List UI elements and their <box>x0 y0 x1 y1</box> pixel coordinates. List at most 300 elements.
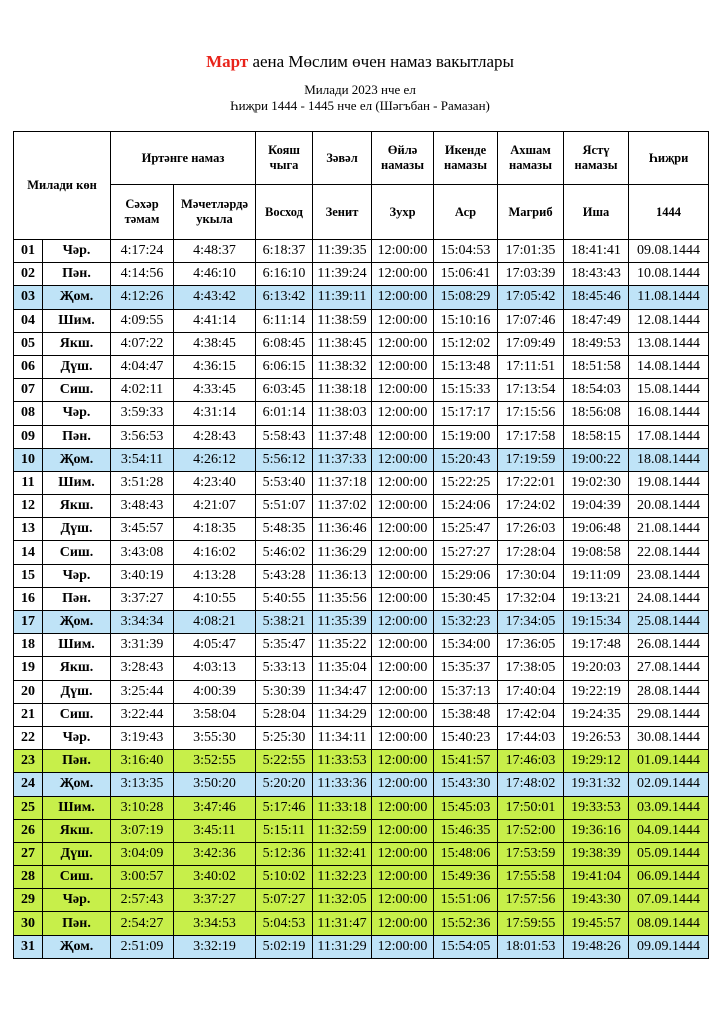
table-row <box>14 355 709 378</box>
mosque-time: 3:45:11 <box>174 819 256 842</box>
magrib-time: 17:13:54 <box>498 379 564 402</box>
sahar-time: 3:54:11 <box>111 448 174 471</box>
sunrise-time: 5:15:11 <box>256 819 313 842</box>
sunrise-time: 5:17:46 <box>256 796 313 819</box>
hijri-date: 15.08.1444 <box>629 379 709 402</box>
asr-time: 15:52:36 <box>434 912 498 935</box>
isha-time: 19:41:04 <box>564 866 629 889</box>
sahar-time: 4:14:56 <box>111 263 174 286</box>
asr-time: 15:32:23 <box>434 611 498 634</box>
table-row <box>14 889 709 912</box>
day-number: 31 <box>14 935 43 958</box>
mosque-time: 3:42:36 <box>174 842 256 865</box>
table-row <box>14 240 709 263</box>
magrib-time: 17:24:02 <box>498 495 564 518</box>
weekday: Сиш. <box>43 379 111 402</box>
mosque-time: 4:10:55 <box>174 587 256 610</box>
table-row <box>14 541 709 564</box>
col-ikende: Икенде намазы <box>434 132 498 185</box>
magrib-time: 17:59:55 <box>498 912 564 935</box>
weekday: Шим. <box>43 309 111 332</box>
weekday: Җом. <box>43 935 111 958</box>
hijri-date: 21.08.1444 <box>629 518 709 541</box>
asr-time: 15:30:45 <box>434 587 498 610</box>
isha-time: 19:02:30 <box>564 471 629 494</box>
day-number: 19 <box>14 657 43 680</box>
magrib-time: 17:32:04 <box>498 587 564 610</box>
sahar-time: 3:13:35 <box>111 773 174 796</box>
col-morning-prayer: Иртәнге намаз <box>111 132 256 185</box>
sunrise-time: 5:22:55 <box>256 750 313 773</box>
zenith-time: 11:34:29 <box>313 703 372 726</box>
hijri-date: 17.08.1444 <box>629 425 709 448</box>
table-row <box>14 425 709 448</box>
hijri-date: 08.09.1444 <box>629 912 709 935</box>
magrib-time: 17:01:35 <box>498 240 564 263</box>
zuhr-time: 12:00:00 <box>372 471 434 494</box>
hijri-date: 18.08.1444 <box>629 448 709 471</box>
zuhr-time: 12:00:00 <box>372 495 434 518</box>
zenith-time: 11:33:53 <box>313 750 372 773</box>
col-hijri: Һиҗри <box>629 132 709 185</box>
sunrise-time: 5:40:55 <box>256 587 313 610</box>
sahar-time: 3:22:44 <box>111 703 174 726</box>
isha-time: 19:06:48 <box>564 518 629 541</box>
day-number: 12 <box>14 495 43 518</box>
zenith-time: 11:36:13 <box>313 564 372 587</box>
asr-time: 15:34:00 <box>434 634 498 657</box>
weekday: Дүш. <box>43 680 111 703</box>
table-row <box>14 379 709 402</box>
col-isha: Иша <box>564 185 629 240</box>
table-row <box>14 726 709 749</box>
zuhr-time: 12:00:00 <box>372 889 434 912</box>
zenith-time: 11:38:59 <box>313 309 372 332</box>
isha-time: 18:41:41 <box>564 240 629 263</box>
mosque-time: 4:00:39 <box>174 680 256 703</box>
hijri-date: 03.09.1444 <box>629 796 709 819</box>
asr-time: 15:46:35 <box>434 819 498 842</box>
mosque-time: 4:43:42 <box>174 286 256 309</box>
asr-time: 15:48:06 <box>434 842 498 865</box>
hijri-date: 07.09.1444 <box>629 889 709 912</box>
sahar-time: 3:56:53 <box>111 425 174 448</box>
isha-time: 18:54:03 <box>564 379 629 402</box>
weekday: Чәр. <box>43 240 111 263</box>
day-number: 05 <box>14 332 43 355</box>
zenith-time: 11:39:35 <box>313 240 372 263</box>
prayer-times-table <box>13 131 709 959</box>
col-oyle: Өйлә намазы <box>372 132 434 185</box>
month-name: Март <box>206 52 249 71</box>
magrib-time: 17:40:04 <box>498 680 564 703</box>
table-row <box>14 796 709 819</box>
asr-time: 15:24:06 <box>434 495 498 518</box>
zenith-time: 11:36:46 <box>313 518 372 541</box>
sahar-time: 3:51:28 <box>111 471 174 494</box>
magrib-time: 17:42:04 <box>498 703 564 726</box>
col-mosque: Мәчетләрдә укыла <box>174 185 256 240</box>
zenith-time: 11:38:03 <box>313 402 372 425</box>
mosque-time: 3:58:04 <box>174 703 256 726</box>
table-row <box>14 866 709 889</box>
mosque-time: 4:48:37 <box>174 240 256 263</box>
zuhr-time: 12:00:00 <box>372 448 434 471</box>
table-row <box>14 309 709 332</box>
zenith-time: 11:32:59 <box>313 819 372 842</box>
mosque-time: 4:08:21 <box>174 611 256 634</box>
weekday: Дүш. <box>43 842 111 865</box>
zuhr-time: 12:00:00 <box>372 935 434 958</box>
col-sunrise: Кояш чыга <box>256 132 313 185</box>
day-number: 03 <box>14 286 43 309</box>
hijri-date: 29.08.1444 <box>629 703 709 726</box>
day-number: 13 <box>14 518 43 541</box>
asr-time: 15:19:00 <box>434 425 498 448</box>
isha-time: 19:22:19 <box>564 680 629 703</box>
zenith-time: 11:37:33 <box>313 448 372 471</box>
zenith-time: 11:33:36 <box>313 773 372 796</box>
weekday: Дүш. <box>43 355 111 378</box>
weekday: Пән. <box>43 912 111 935</box>
isha-time: 19:17:48 <box>564 634 629 657</box>
mosque-time: 4:13:28 <box>174 564 256 587</box>
asr-time: 15:17:17 <box>434 402 498 425</box>
mosque-time: 4:03:13 <box>174 657 256 680</box>
sunrise-time: 5:28:04 <box>256 703 313 726</box>
asr-time: 15:51:06 <box>434 889 498 912</box>
magrib-time: 17:44:03 <box>498 726 564 749</box>
weekday: Шим. <box>43 634 111 657</box>
zenith-time: 11:39:24 <box>313 263 372 286</box>
sahar-time: 2:54:27 <box>111 912 174 935</box>
zenith-time: 11:39:11 <box>313 286 372 309</box>
hijri-date: 16.08.1444 <box>629 402 709 425</box>
asr-time: 15:04:53 <box>434 240 498 263</box>
hijri-date: 30.08.1444 <box>629 726 709 749</box>
magrib-time: 17:36:05 <box>498 634 564 657</box>
day-number: 21 <box>14 703 43 726</box>
sunrise-time: 5:53:40 <box>256 471 313 494</box>
day-number: 20 <box>14 680 43 703</box>
asr-time: 15:43:30 <box>434 773 498 796</box>
asr-time: 15:37:13 <box>434 680 498 703</box>
table-row <box>14 471 709 494</box>
sahar-time: 3:34:34 <box>111 611 174 634</box>
isha-time: 19:11:09 <box>564 564 629 587</box>
sunrise-time: 6:06:15 <box>256 355 313 378</box>
sunrise-time: 5:20:20 <box>256 773 313 796</box>
sahar-time: 4:12:26 <box>111 286 174 309</box>
isha-time: 18:51:58 <box>564 355 629 378</box>
day-number: 08 <box>14 402 43 425</box>
zenith-time: 11:38:32 <box>313 355 372 378</box>
weekday: Чәр. <box>43 402 111 425</box>
table-row <box>14 750 709 773</box>
day-number: 11 <box>14 471 43 494</box>
asr-time: 15:12:02 <box>434 332 498 355</box>
sunrise-time: 5:33:13 <box>256 657 313 680</box>
sunrise-time: 6:16:10 <box>256 263 313 286</box>
asr-time: 15:25:47 <box>434 518 498 541</box>
weekday: Сиш. <box>43 541 111 564</box>
table-row <box>14 935 709 958</box>
day-number: 27 <box>14 842 43 865</box>
sahar-time: 3:37:27 <box>111 587 174 610</box>
table-row <box>14 263 709 286</box>
asr-time: 15:06:41 <box>434 263 498 286</box>
weekday: Пән. <box>43 587 111 610</box>
hijri-year-line: Һиҗри 1444 - 1445 нче ел (Шәгъбан - Рамазан) <box>230 98 490 113</box>
weekday: Якш. <box>43 332 111 355</box>
col-zenit: Зенит <box>313 185 372 240</box>
col-voshod: Восход <box>256 185 313 240</box>
isha-time: 19:29:12 <box>564 750 629 773</box>
day-number: 15 <box>14 564 43 587</box>
isha-time: 19:04:39 <box>564 495 629 518</box>
col-hijri-year: 1444 <box>629 185 709 240</box>
zuhr-time: 12:00:00 <box>372 773 434 796</box>
hijri-date: 22.08.1444 <box>629 541 709 564</box>
zuhr-time: 12:00:00 <box>372 819 434 842</box>
zuhr-time: 12:00:00 <box>372 425 434 448</box>
sahar-time: 3:10:28 <box>111 796 174 819</box>
weekday: Якш. <box>43 819 111 842</box>
isha-time: 19:20:03 <box>564 657 629 680</box>
col-miladi-day: Милади көн <box>14 132 111 240</box>
mosque-time: 4:38:45 <box>174 332 256 355</box>
title-text: аена Мөслим өчен намаз вакытлары <box>252 52 514 71</box>
gregorian-year-line: Милади 2023 нче ел <box>304 82 416 97</box>
asr-time: 15:54:05 <box>434 935 498 958</box>
sahar-time: 3:40:19 <box>111 564 174 587</box>
sahar-time: 3:25:44 <box>111 680 174 703</box>
sahar-time: 3:16:40 <box>111 750 174 773</box>
table-row <box>14 611 709 634</box>
mosque-time: 4:23:40 <box>174 471 256 494</box>
day-number: 14 <box>14 541 43 564</box>
asr-time: 15:49:36 <box>434 866 498 889</box>
sunrise-time: 5:46:02 <box>256 541 313 564</box>
hijri-date: 10.08.1444 <box>629 263 709 286</box>
day-number: 04 <box>14 309 43 332</box>
day-number: 01 <box>14 240 43 263</box>
zenith-time: 11:37:18 <box>313 471 372 494</box>
table-row <box>14 564 709 587</box>
day-number: 09 <box>14 425 43 448</box>
asr-time: 15:22:25 <box>434 471 498 494</box>
sunrise-time: 5:35:47 <box>256 634 313 657</box>
weekday: Җом. <box>43 611 111 634</box>
magrib-time: 17:55:58 <box>498 866 564 889</box>
zuhr-time: 12:00:00 <box>372 842 434 865</box>
zenith-time: 11:38:45 <box>313 332 372 355</box>
hijri-date: 06.09.1444 <box>629 866 709 889</box>
magrib-time: 17:15:56 <box>498 402 564 425</box>
page-title <box>0 52 720 72</box>
zuhr-time: 12:00:00 <box>372 587 434 610</box>
zuhr-time: 12:00:00 <box>372 680 434 703</box>
table-row <box>14 518 709 541</box>
isha-time: 18:45:46 <box>564 286 629 309</box>
zenith-time: 11:32:23 <box>313 866 372 889</box>
sahar-time: 3:04:09 <box>111 842 174 865</box>
weekday: Чәр. <box>43 889 111 912</box>
sahar-time: 3:43:08 <box>111 541 174 564</box>
mosque-time: 4:05:47 <box>174 634 256 657</box>
mosque-time: 4:18:35 <box>174 518 256 541</box>
col-zuhr: Зухр <box>372 185 434 240</box>
mosque-time: 4:26:12 <box>174 448 256 471</box>
magrib-time: 17:22:01 <box>498 471 564 494</box>
mosque-time: 4:31:14 <box>174 402 256 425</box>
zuhr-time: 12:00:00 <box>372 657 434 680</box>
sunrise-time: 6:13:42 <box>256 286 313 309</box>
zenith-time: 11:35:22 <box>313 634 372 657</box>
magrib-time: 17:53:59 <box>498 842 564 865</box>
asr-time: 15:38:48 <box>434 703 498 726</box>
hijri-date: 02.09.1444 <box>629 773 709 796</box>
hijri-date: 23.08.1444 <box>629 564 709 587</box>
isha-time: 18:43:43 <box>564 263 629 286</box>
mosque-time: 4:16:02 <box>174 541 256 564</box>
hijri-date: 04.09.1444 <box>629 819 709 842</box>
magrib-time: 17:26:03 <box>498 518 564 541</box>
sahar-time: 3:45:57 <box>111 518 174 541</box>
magrib-time: 17:34:05 <box>498 611 564 634</box>
magrib-time: 17:17:58 <box>498 425 564 448</box>
sunrise-time: 5:51:07 <box>256 495 313 518</box>
magrib-time: 17:30:04 <box>498 564 564 587</box>
day-number: 22 <box>14 726 43 749</box>
sahar-time: 3:31:39 <box>111 634 174 657</box>
mosque-time: 4:41:14 <box>174 309 256 332</box>
table-row <box>14 680 709 703</box>
zenith-time: 11:34:11 <box>313 726 372 749</box>
sahar-time: 3:00:57 <box>111 866 174 889</box>
col-yastu: Ястү намазы <box>564 132 629 185</box>
magrib-time: 18:01:53 <box>498 935 564 958</box>
magrib-time: 17:05:42 <box>498 286 564 309</box>
zuhr-time: 12:00:00 <box>372 750 434 773</box>
isha-time: 19:08:58 <box>564 541 629 564</box>
mosque-time: 3:37:27 <box>174 889 256 912</box>
day-number: 28 <box>14 866 43 889</box>
weekday: Чәр. <box>43 726 111 749</box>
mosque-time: 3:50:20 <box>174 773 256 796</box>
isha-time: 19:38:39 <box>564 842 629 865</box>
zuhr-time: 12:00:00 <box>372 726 434 749</box>
mosque-time: 3:52:55 <box>174 750 256 773</box>
day-number: 10 <box>14 448 43 471</box>
table-body <box>14 240 709 959</box>
day-number: 25 <box>14 796 43 819</box>
weekday: Якш. <box>43 657 111 680</box>
mosque-time: 4:36:15 <box>174 355 256 378</box>
sahar-time: 4:17:24 <box>111 240 174 263</box>
day-number: 24 <box>14 773 43 796</box>
zuhr-time: 12:00:00 <box>372 286 434 309</box>
magrib-time: 17:11:51 <box>498 355 564 378</box>
sahar-time: 3:19:43 <box>111 726 174 749</box>
table-row <box>14 657 709 680</box>
day-number: 26 <box>14 819 43 842</box>
sahar-time: 3:07:19 <box>111 819 174 842</box>
sahar-time: 4:02:11 <box>111 379 174 402</box>
sunrise-time: 5:48:35 <box>256 518 313 541</box>
sunrise-time: 5:25:30 <box>256 726 313 749</box>
col-sahar: Сәхәр тәмам <box>111 185 174 240</box>
zuhr-time: 12:00:00 <box>372 402 434 425</box>
isha-time: 18:47:49 <box>564 309 629 332</box>
sunrise-time: 5:12:36 <box>256 842 313 865</box>
table-row <box>14 286 709 309</box>
sahar-time: 2:57:43 <box>111 889 174 912</box>
isha-time: 19:43:30 <box>564 889 629 912</box>
zenith-time: 11:37:48 <box>313 425 372 448</box>
day-number: 18 <box>14 634 43 657</box>
magrib-time: 17:48:02 <box>498 773 564 796</box>
sahar-time: 4:07:22 <box>111 332 174 355</box>
hijri-date: 24.08.1444 <box>629 587 709 610</box>
isha-time: 19:26:53 <box>564 726 629 749</box>
weekday: Сиш. <box>43 703 111 726</box>
table-row <box>14 332 709 355</box>
asr-time: 15:41:57 <box>434 750 498 773</box>
hijri-date: 28.08.1444 <box>629 680 709 703</box>
sunrise-time: 5:43:28 <box>256 564 313 587</box>
weekday: Пән. <box>43 750 111 773</box>
table-row <box>14 495 709 518</box>
magrib-time: 17:07:46 <box>498 309 564 332</box>
sunrise-time: 5:56:12 <box>256 448 313 471</box>
mosque-time: 3:55:30 <box>174 726 256 749</box>
table-row <box>14 402 709 425</box>
hijri-date: 14.08.1444 <box>629 355 709 378</box>
hijri-date: 01.09.1444 <box>629 750 709 773</box>
zenith-time: 11:36:29 <box>313 541 372 564</box>
zuhr-time: 12:00:00 <box>372 240 434 263</box>
table-row <box>14 912 709 935</box>
day-number: 16 <box>14 587 43 610</box>
zuhr-time: 12:00:00 <box>372 541 434 564</box>
isha-time: 18:58:15 <box>564 425 629 448</box>
mosque-time: 3:40:02 <box>174 866 256 889</box>
hijri-date: 09.08.1444 <box>629 240 709 263</box>
weekday: Дүш. <box>43 518 111 541</box>
weekday: Җом. <box>43 286 111 309</box>
zuhr-time: 12:00:00 <box>372 866 434 889</box>
mosque-time: 4:46:10 <box>174 263 256 286</box>
asr-time: 15:45:03 <box>434 796 498 819</box>
table-row <box>14 819 709 842</box>
asr-time: 15:08:29 <box>434 286 498 309</box>
day-number: 06 <box>14 355 43 378</box>
sahar-time: 4:04:47 <box>111 355 174 378</box>
sunrise-time: 5:04:53 <box>256 912 313 935</box>
zuhr-time: 12:00:00 <box>372 796 434 819</box>
zenith-time: 11:32:05 <box>313 889 372 912</box>
table-row <box>14 773 709 796</box>
asr-time: 15:13:48 <box>434 355 498 378</box>
zuhr-time: 12:00:00 <box>372 634 434 657</box>
day-number: 17 <box>14 611 43 634</box>
weekday: Шим. <box>43 796 111 819</box>
hijri-date: 05.09.1444 <box>629 842 709 865</box>
weekday: Шим. <box>43 471 111 494</box>
hijri-date: 20.08.1444 <box>629 495 709 518</box>
zuhr-time: 12:00:00 <box>372 263 434 286</box>
